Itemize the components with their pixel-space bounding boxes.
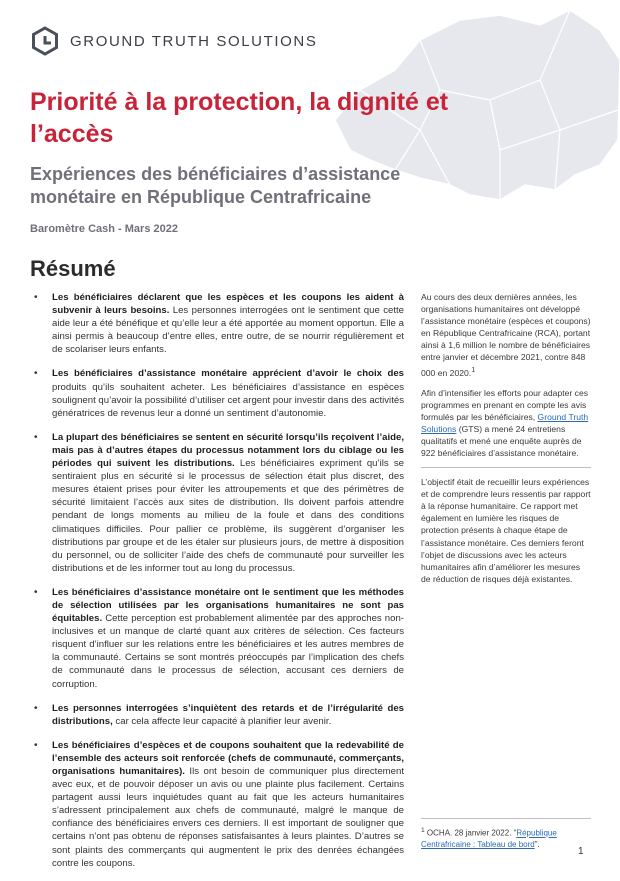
bullet-body: Les personnes interrogées ont le sentiment que cette aide leur a été bénéfique et qu’elle leur a été apportée au moment opportun. Elle a ainsi permis à beaucoup d’entre elles, entre outre, de se nourrir régulièrement et de scolariser leurs enfants. <box>52 305 404 356</box>
bullet-lead: Les personnes interrogées s’inquiètent des retards et de l’irrégularité des distributions, <box>52 702 404 727</box>
footnote-marker: 1 <box>421 827 425 834</box>
divider <box>421 467 591 468</box>
sidebar-paragraph: Afin d’intensifier les efforts pour adapter ces programmes en prenant en compte les avis formulés par les bénéficiaires, Ground Truth Solutions (GTS) a mené 24 entretiens qualitatifs et mené une enquête auprès de 922 bénéficiaires d’assistance monétaire. <box>421 387 589 458</box>
bullet-lead: Les bénéficiaires d’assistance monétaire apprécient d’avoir le choix des <box>52 368 404 380</box>
sidebar-paragraph: L’objectif était de recueillir leurs expériences et de comprendre leurs ressentis par rapport à la réponse humanitaire. Ce rapport met également en lumière les risques de protection présents à chaque étape de l’assistance monétaire. Ces derniers feront l’objet de discussions avec les acteurs humanitaires afin d’améliorer les mesures de réduction de risques déjà existantes. <box>421 477 591 584</box>
bullet-body: Cette perception est probablement alimentée par des approches non-inclusives et un manque de clarté quant aux critères de sélection. Ces facteurs risquent d’influer sur les relations entre les bénéficiaires et les autres membres de la communauté. Certains se sont montrés préoccupés par l’implication des chefs de communauté dans le processus de sélection, accusant ces derniers de corruption. <box>52 613 404 690</box>
bullet-lead: Les bénéficiaires d’assistance monétaire ont le sentiment que les méthodes de sélection utilisées par les organisations humanitaires ne sont pas équitables. <box>52 586 404 625</box>
bullet-item <box>30 702 404 728</box>
sidebar-paragraph: Au cours des deux dernières années, les organisations humanitaires ont développé l’assistance monétaire (espèces et coupons) en République Centrafricaine (RCA), portant ainsi à 1,6 million le nombre de bénéficiaires entre janvier et décembre 2021, contre 848 000 en 2020.$^1$ <box>421 292 591 378</box>
footnote: $^1$ OCHA. 28 janvier 2022. “République Centrafricaine : Tableau de bord”. <box>421 818 591 850</box>
bullet-icon: • <box>34 368 38 380</box>
document-subtitle: Expériences des bénéficiaires d’assistance monétaire en République Centrafricaine <box>30 164 401 207</box>
context-sidebar <box>421 291 591 593</box>
bullet-body: Les bénéficiaires expriment qu’ils se sentiraient plus en sécurité si le processus de sélection était plus discret, des mesures étaient prises pour éviter les attroupements et que des périmètres de sécurité limitaient l’accès aux sites de distribution. Ils doivent parfois attendre pendant de longs moments au milieu de la foule et dans des conditions climatiques difficiles. Pour pallier ce problème, ils suggèrent d’organiser les distributions par groupe et de les étaler sur plusieurs jours, de mettre à disposition du personnel, ou de solliciter l’aide des chefs de communauté pour surveiller les distributions et de les informer tout au long du processus. <box>52 458 404 574</box>
bullet-lead: La plupart des bénéficiaires se sentent en sécurité lorsqu’ils reçoivent l’aide, mais pas à d’autres étapes du processus notamment lors du ciblage ou les périodes qui suivent les distributions. <box>52 431 404 470</box>
ocha-link[interactable]: République Centrafricaine : Tableau de bord <box>421 828 557 849</box>
page-number: 1 <box>578 846 584 857</box>
hexagon-logo-icon <box>30 26 60 56</box>
summary-bullets <box>30 291 404 881</box>
bullet-item <box>30 586 404 691</box>
gts-link[interactable]: Ground Truth Solutions <box>421 411 589 434</box>
bullet-icon: • <box>34 702 38 714</box>
bullet-icon: • <box>34 292 38 303</box>
org-name: GROUND TRUTH SOLUTIONS <box>70 32 318 50</box>
brand-header <box>30 26 317 56</box>
bullet-icon: • <box>34 586 38 598</box>
bullet-lead: Les bénéficiaires déclarent que les espèces et les coupons les aident à subvenir à leurs besoins. <box>52 292 404 317</box>
bullet-body: Ils ont besoin de communiquer plus directement avec eux, et de pouvoir déposer un avis ou une plainte plus facilement. Certains partagent aussi leurs inquiétudes quant au fait que les acteurs humanitaires s’adressent principalement aux chefs de communauté, malgré le manque de confiance des bénéficiaires envers ces derniers. Il est important de souligner que certains n’ont pas obtenu de réponses satisfaisantes à leurs plaintes. D’autres se sont plaints des commerçants qui augmentent le prix des denrées échangées contre les coupons. <box>52 766 404 869</box>
bullet-item <box>30 367 404 419</box>
bullet-item <box>30 291 404 356</box>
document-title: Priorité à la protection, la dignité et l’accès <box>30 88 449 148</box>
section-heading: Résumé <box>30 256 116 281</box>
bullet-icon: • <box>34 739 38 751</box>
bullet-body: car cela affecte leur capacité à planifier leur avenir. <box>112 715 332 727</box>
report-meta: Baromètre Cash - Mars 2022 <box>30 223 178 235</box>
bullet-body: produits qu’ils souhaitent acheter. Les bénéficiaires d’assistance en espèces soulignent qu’avoir la possibilité d’utiliser cet argent pour investir dans des activités génératrices de revenus leur a donné un sentiment d’autonomie. <box>52 381 404 419</box>
footnote-ref: 1 <box>471 365 476 374</box>
bullet-item <box>30 739 404 870</box>
bullet-lead: Les bénéficiaires d’espèces et de coupons souhaitent que la redevabilité de l’ensemble des acteurs soit renforcée (chefs de communauté, commerçants, organisations humanitaires). <box>52 739 404 777</box>
bullet-item <box>30 431 404 575</box>
bullet-icon: • <box>34 431 38 443</box>
